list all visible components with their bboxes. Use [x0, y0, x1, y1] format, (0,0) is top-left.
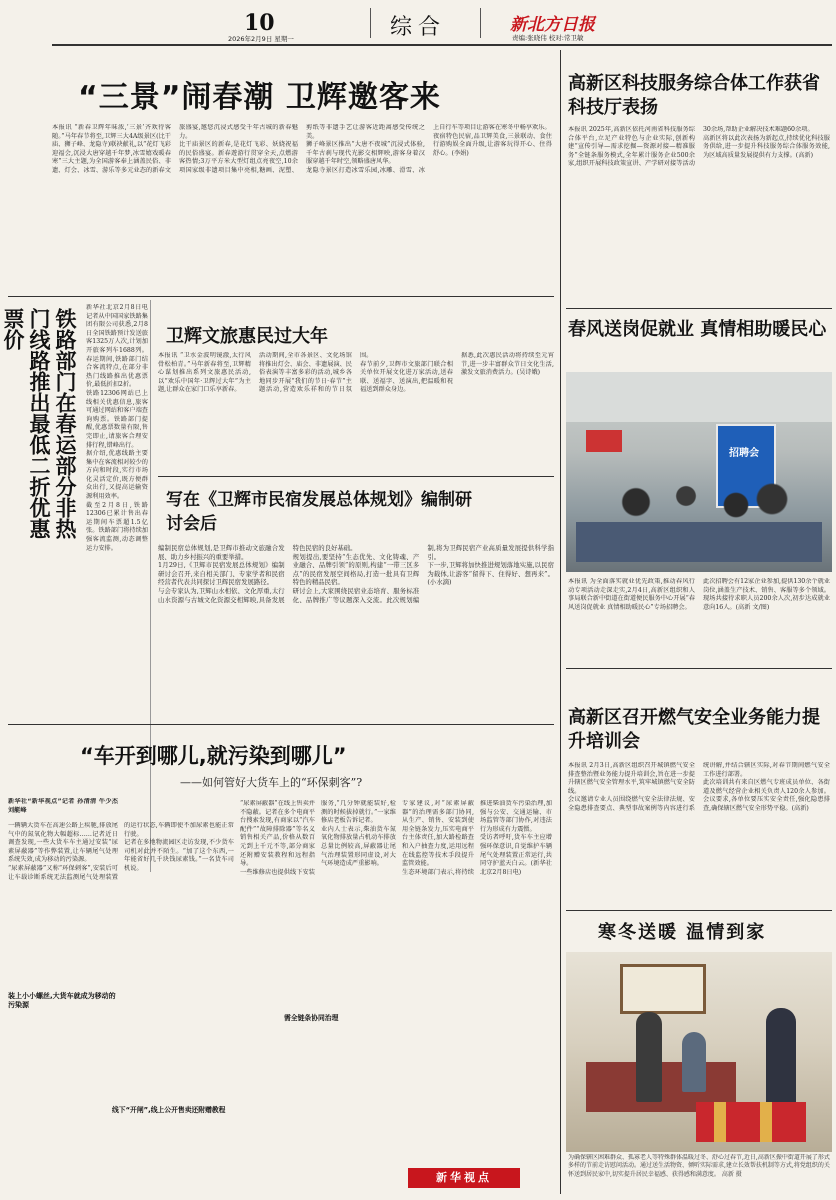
truck-body-1: 一辆辆大货车在高速公路上疾驰,排放尾气中的氮氧化物大幅超标……记者近日调查发现,一些大货车车主通过安装“尿素屏蔽器”等作弊装置,让车辆尾气处理系统失效,成为移动的污染源。 “尿素屏蔽器”又称“环保刺客”,安装后可让车载诊断系统无法监测尾气处理装置的运行状态,车辆即使不加尿素也能正常行驶。 记者在多地物流园区走访发现,不少货车司机对此并不陌生。“加了这个东西,一年能省好几千块钱尿素钱。”一名货车司机说。	[8, 822, 234, 881]
tourism-bottom-rule	[158, 476, 554, 477]
homestay-headline: 写在《卫辉市民宿发展总体规划》编制研讨会后	[166, 490, 472, 534]
truck-subhead-1: 装上小小螺丝,大货车就成为移动的污染源	[8, 992, 116, 1009]
masthead-divider-right	[480, 8, 481, 38]
gas-headline: 高新区召开燃气安全业务能力提升培训会	[568, 707, 820, 752]
photo-crowd	[596, 472, 796, 532]
truck-subheadline: ——如何管好大货车上的“环保刺客”?	[180, 776, 363, 789]
photo-gift-boxes	[696, 1102, 806, 1142]
lead-body: 本报讯 “新春卫辉年味浓,‘三景’齐欢待客随。”马年春节将至,卫辉三大4A级景区(比干庙、狮子峰、龙隐寺)联袂献礼,以“花灯飞彩迎福会,沉浸大唐穿越千年梦,冰雪嬉戏暖春寒”三大主题,为全国游客奉上涵盖民俗、非遗、灯会、冰雪、游乐等多元业态的新春文旅盛宴,邀您沉浸式感受千年古城的新春魅力。 比干庙景区的新春,是花灯飞彩、妖娆祝福的民俗盛宴。新春遊游行贯穿全天,点燃游客热情;3万平方米大型灯组点亮夜空,10余项国家级非遗项目集中亮相,糖画、泥塑、剪纸等非遗手艺让游客近距离感受传统之美。 狮子峰景区推出“大唐不夜城”沉浸式体验,千年古刹与现代光影交相辉映,游客身着汉服穿越千年时空,领略盛唐风华。 龙隐寺景区打造冰雪乐园,冰雕、滑雪、冰上自行车等项目让游客在寒冬中畅享欢乐。 夜宿特色民宿,品卫辉美食,三景联动、食住行游购娱全面升级,让游客玩得开心、住得舒心。(李娟)	[52, 124, 552, 174]
truck-footer-text: 新华视点	[436, 1171, 492, 1184]
photo-ceiling	[566, 372, 832, 422]
rail-body: 新华社北京2月8日电 记者从中国国家铁路集团有限公司获悉,2月8日全国铁路预计发送旅客1325万人次,计划加开旅客列车1688列。春运期间,铁路部门结合客流特点,在部分非热门线路推出优惠票价,最低折扣2折。 铁路12306网站已上线相关优惠信息,旅客可通过网站和客户端查询购票。铁路部门提醒,优惠票数量有限,售完即止,请旅客合理安排行程,错峰出行。 据介绍,优惠线路主要集中在客流相对较少的方向和时段,实行市场化灵活定价,既方便群众出行,又提高运输资源利用效率。 截至2月8日,铁路12306已累计售出春运期间车票超1.5亿张。铁路部门将持续加强客流监测,动态调整运力安排。	[86, 304, 148, 552]
masthead-rule	[52, 44, 832, 46]
truck-subhead-2: 线下“开闸”,线上公开售卖还附赠教程	[112, 1106, 226, 1114]
truck-footer-label	[408, 1168, 520, 1188]
photo-elder	[682, 1032, 706, 1092]
truck-kicker: 新华社“新华视点”记者 孙清清 牛少杰 刘艇峰	[8, 798, 118, 814]
editor-line: 责编:张晓伟 校对:常卫敏	[512, 34, 584, 42]
gas-body: 本报讯 2月3日,高新区组织召开城镇燃气安全排查整治暨业务能力提升培训会,旨在进一步提升辖区燃气安全管理水平,筑牢城镇燃气安全防线。 会议邀请专业人员围绕燃气安全法律法规、安全隐患排查要点、典型事故案例等内容进行系统讲解,并结合辖区实际,对春节期间燃气安全工作进行部署。 此次培训共有来自区燃气专班成员单位、各街道及燃气经营企业相关负责人120余人参加。会议要求,各单位要压实安全责任,强化隐患排查,确保辖区燃气安全形势平稳。(高新)	[568, 762, 830, 812]
truck-body-3: 专家建议,对“尿素屏蔽器”的治理需多部门协同,从生产、销售、安装到使用全链条发力,压实电商平台主体责任,加大路检路查和入户抽查力度,运用远程在线监控等技术手段提升监管效能。 生态环境部门表示,将持续推进柴油货车污染治理,加强与公安、交通运输、市场监管等部门协作,对违法行为形成有力震慑。 受访者呼吁,货车车主应增强环保意识,自觉维护车辆尾气处理装置正常运行,共同守护蓝天白云。(新华社北京2月8日电)	[402, 800, 552, 876]
visit-photo-caption: 为确保辖区困难群众、孤寡老人等特殊群体温暖过冬、舒心过春节,近日,高新区振中街道开展了形式多样的节前走访慰问活动。通过送生活物资、倾听实际需求,建立长效帮扶机制等方式,将党组织的关怀送到居民家中,切实提升居民幸福感、获得感和满意度。 高新 摄	[568, 1154, 830, 1178]
warmth-headline: 寒冬送暖 温情到家	[598, 922, 767, 943]
paper-logo: 新北方日报	[510, 15, 595, 35]
jobs-bottom-rule	[566, 668, 832, 669]
homestay-body: 编制民宿总体规划,是卫辉市推动文旅融合发展、助力乡村振兴的重要举措。 1月29日,《卫辉市民宿发展总体规划》编制研讨会召开,来自相关部门、专家学者和民宿经营者代表共同探讨卫辉民宿发展路径。 与会专家认为,卫辉山水相依、文化厚重,太行山水资源与古城文化资源交相辉映,具备发展特色民宿的良好基础。 规划提出,要坚持“生态优先、文化铸魂、产业融合、品牌引领”的原则,构建“一带三区多点”的民宿发展空间格局,打造一批具有卫辉特色的精品民宿。 研讨会上,大家围绕民宿业态培育、服务标准化、品牌推广等议题深入交流。此次规划编制,将为卫辉民宿产业高质量发展提供科学指引。 下一步,卫辉将加快推进规划落地实施,以民宿为载体,让游客“留得下、住得好、想再来”。(小水滴)	[158, 544, 554, 604]
job-fair-photo	[566, 372, 832, 572]
photo-red-sign	[586, 430, 622, 452]
page-number: 10	[244, 10, 275, 36]
truck-top-rule	[8, 724, 554, 725]
jobs-headline: 春风送岗促就业 真情相助暖民心	[568, 319, 827, 340]
photo-banner-text: 招聘会	[729, 448, 759, 459]
gas-bottom-rule	[566, 910, 832, 911]
lead-bottom-rule	[8, 296, 554, 297]
tourism-body: 本报讯 “卫水金波明镜澈,太行风骨松柏青。”马年新春将至,卫辉精心谋划推出系列文旅惠民活动,以“欢乐中国年·卫辉过大年”为主题,让群众在家门口乐享新春。 活动期间,全市各景区、文化场馆将推出灯会、庙会、非遗展演、民俗表演等丰富多彩的活动,城乡各地同步开展“我们的节日·春节”主题活动,营造欢乐祥和的节日氛围。 春节前夕,卫辉市文旅部门联合相关单位开展文化进万家活动,送春联、送福字、送演出,把温暖和祝福送到群众身边。 据悉,此次惠民活动将持续至元宵节,进一步丰富群众节日文化生活,激发文旅消费活力。(吴诗娥)	[158, 352, 554, 394]
photo-visitor-right	[766, 1008, 796, 1104]
tourism-headline: 卫辉文旅惠民过大年	[166, 326, 328, 347]
tech-bottom-rule	[566, 308, 832, 309]
tech-headline: 高新区科技服务综合体工作获省科技厅表扬	[568, 73, 820, 118]
rail-divider	[150, 300, 151, 872]
tech-body: 本报讯 2025年,高新区依托河南省科技服务综合体平台,立足产业特色与企业实际,创新构建“宣传引导—需求挖掘—资源对接—精准服务”全链条服务模式,全年累计服务企业500余家,组织开展科技政策宣讲、产学研对接等活动30余场,帮助企业解决技术难题60余项。 高新区将以此次表扬为新起点,持续优化科技服务供给,进一步提升科技服务综合体服务效能,为区域高质量发展提供有力支撑。(高新)	[568, 126, 830, 168]
photo-wall-painting	[620, 964, 706, 1014]
masthead-divider-left	[370, 8, 371, 38]
date-line: 2026年2月9日 星期一	[228, 35, 294, 43]
lead-headline: “三景”闹春潮 卫辉邀客来	[78, 80, 441, 115]
photo-visitor-left	[636, 1012, 662, 1102]
truck-body-2: “尿素屏蔽器”在线上售卖并不隐蔽。记者在多个电商平台搜索发现,有商家以“汽车配件”“故障排除器”等名义销售相关产品,价格从数百元到上千元不等,部分商家还附赠安装教程和远程指导。 一些维修店也提供线下安装服务,“几分钟就能装好,检测的时候拔掉就行。”一家维修店老板告诉记者。 业内人士表示,柴油货车氮氧化物排放量占机动车排放总量比例较高,屏蔽器让尾气治理装置形同虚设,对大气环境造成严重影响。	[240, 800, 396, 876]
right-column-divider	[560, 50, 561, 1194]
truck-subhead-3: 需全链条协同治理	[284, 1014, 339, 1022]
visit-photo	[566, 952, 832, 1152]
truck-headline: “车开到哪儿,就污染到哪儿”	[80, 744, 347, 768]
rail-headline: 铁路部门在春运部分非热门线路推出最低二折优惠票价	[1, 308, 77, 539]
masthead	[0, 0, 836, 42]
section-title: 综合	[390, 15, 447, 40]
jobs-body: 本报讯 为全面落实就业优先政策,推动春风行动专项活动走深走实,2月4日,高新区组织和人事局联合新中街道在街道便民服务中心开展“春风送岗促就业 真情相助暖民心”专场招聘会。 此次招聘会有12家企业参加,提供130余个就业岗位,涵盖生产技术、销售、客服等多个领域。现场共接待求职人员200余人次,初步达成就业意向16人。(高新 文/图)	[568, 578, 830, 611]
